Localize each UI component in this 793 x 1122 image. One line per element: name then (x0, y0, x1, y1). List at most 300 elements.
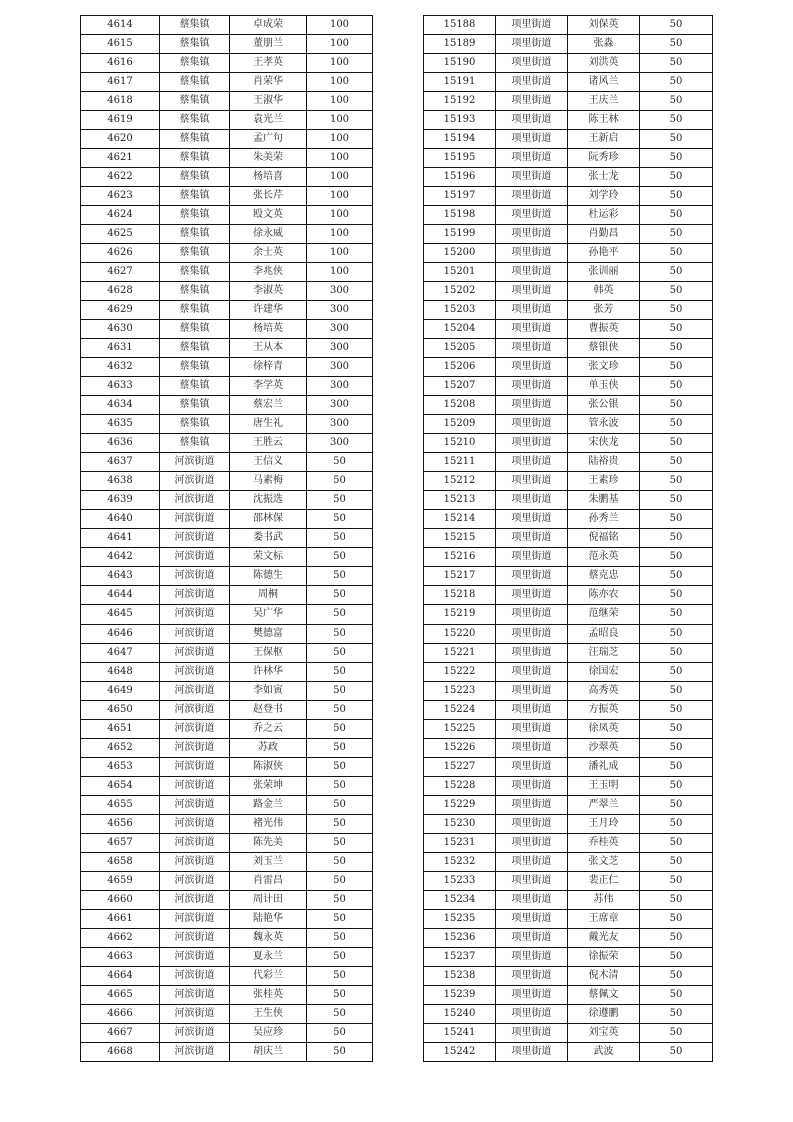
name-cell: 蔡佩文 (568, 985, 640, 1004)
serial-number-cell: 4643 (81, 567, 160, 586)
name-cell: 潘礼成 (568, 757, 640, 776)
name-cell: 单玉侠 (568, 377, 640, 396)
name-cell: 王从本 (230, 339, 307, 358)
amount-cell: 50 (640, 149, 713, 168)
name-cell: 蔡宏兰 (230, 396, 307, 415)
name-cell: 陆艳华 (230, 909, 307, 928)
table-row (424, 225, 713, 244)
serial-number-cell: 15226 (424, 738, 496, 757)
serial-number-cell: 15234 (424, 890, 496, 909)
township-cell: 河滨街道 (160, 795, 230, 814)
serial-number-cell: 15199 (424, 225, 496, 244)
table-row (424, 548, 713, 567)
table-row (81, 263, 373, 282)
township-cell: 项里街道 (496, 757, 568, 776)
serial-number-cell: 4616 (81, 54, 160, 73)
name-cell: 倪福铭 (568, 529, 640, 548)
amount-cell: 300 (307, 301, 373, 320)
table-row (81, 54, 373, 73)
township-cell: 河滨街道 (160, 472, 230, 491)
amount-cell: 50 (307, 453, 373, 472)
table-row (81, 244, 373, 263)
amount-cell: 300 (307, 415, 373, 434)
amount-cell: 50 (640, 206, 713, 225)
amount-cell: 50 (640, 35, 713, 54)
serial-number-cell: 4666 (81, 1004, 160, 1023)
township-cell: 项里街道 (496, 1004, 568, 1023)
table-row (424, 738, 713, 757)
township-cell: 河滨街道 (160, 985, 230, 1004)
table-row (81, 358, 373, 377)
name-cell: 王新启 (568, 130, 640, 149)
amount-cell: 50 (640, 795, 713, 814)
serial-number-cell: 15202 (424, 282, 496, 301)
township-cell: 项里街道 (496, 263, 568, 282)
township-cell: 项里街道 (496, 472, 568, 491)
amount-cell: 50 (640, 852, 713, 871)
table-row (424, 871, 713, 890)
amount-cell: 50 (640, 966, 713, 985)
serial-number-cell: 4667 (81, 1023, 160, 1042)
serial-number-cell: 15228 (424, 776, 496, 795)
name-cell: 张桂英 (230, 985, 307, 1004)
table-row (81, 966, 373, 985)
table-row (424, 263, 713, 282)
name-cell: 袁光兰 (230, 111, 307, 130)
name-cell: 沙翠英 (568, 738, 640, 757)
table-row (424, 909, 713, 928)
amount-cell: 50 (307, 510, 373, 529)
township-cell: 蔡集镇 (160, 206, 230, 225)
amount-cell: 50 (307, 472, 373, 491)
serial-number-cell: 15204 (424, 320, 496, 339)
serial-number-cell: 4627 (81, 263, 160, 282)
name-cell: 张长芹 (230, 187, 307, 206)
township-cell: 项里街道 (496, 643, 568, 662)
table-row (424, 510, 713, 529)
serial-number-cell: 4639 (81, 491, 160, 510)
township-cell: 项里街道 (496, 54, 568, 73)
table-row (424, 149, 713, 168)
serial-number-cell: 4624 (81, 206, 160, 225)
table-row (424, 719, 713, 738)
township-cell: 项里街道 (496, 529, 568, 548)
serial-number-cell: 15194 (424, 130, 496, 149)
serial-number-cell: 4646 (81, 624, 160, 643)
name-cell: 杜运彩 (568, 206, 640, 225)
serial-number-cell: 15229 (424, 795, 496, 814)
table-row (424, 890, 713, 909)
serial-number-cell: 15193 (424, 111, 496, 130)
amount-cell: 50 (640, 567, 713, 586)
name-cell: 阮秀珍 (568, 149, 640, 168)
table-row (81, 206, 373, 225)
serial-number-cell: 15223 (424, 681, 496, 700)
amount-cell: 50 (640, 73, 713, 92)
serial-number-cell: 15196 (424, 168, 496, 187)
amount-cell: 50 (640, 282, 713, 301)
amount-cell: 50 (640, 301, 713, 320)
table-row (424, 529, 713, 548)
name-cell: 王信义 (230, 453, 307, 472)
township-cell: 项里街道 (496, 833, 568, 852)
amount-cell: 50 (640, 225, 713, 244)
township-cell: 蔡集镇 (160, 225, 230, 244)
table-row (81, 890, 373, 909)
name-cell: 董朋兰 (230, 35, 307, 54)
township-cell: 河滨街道 (160, 643, 230, 662)
township-cell: 河滨街道 (160, 738, 230, 757)
name-cell: 范继荣 (568, 605, 640, 624)
table-row (81, 814, 373, 833)
serial-number-cell: 15221 (424, 643, 496, 662)
serial-number-cell: 4658 (81, 852, 160, 871)
serial-number-cell: 15192 (424, 92, 496, 111)
amount-cell: 100 (307, 16, 373, 35)
amount-cell: 50 (307, 1042, 373, 1061)
township-cell: 项里街道 (496, 567, 568, 586)
name-cell: 樊德富 (230, 624, 307, 643)
name-cell: 戴光友 (568, 928, 640, 947)
amount-cell: 50 (307, 985, 373, 1004)
name-cell: 陈先美 (230, 833, 307, 852)
serial-number-cell: 15190 (424, 54, 496, 73)
table-row (81, 168, 373, 187)
serial-number-cell: 15220 (424, 624, 496, 643)
township-cell: 河滨街道 (160, 909, 230, 928)
name-cell: 刘洪英 (568, 54, 640, 73)
table-row (424, 586, 713, 605)
serial-number-cell: 4621 (81, 149, 160, 168)
serial-number-cell: 4637 (81, 453, 160, 472)
table-row (81, 757, 373, 776)
name-cell: 王胜云 (230, 434, 307, 453)
table-row (424, 206, 713, 225)
amount-cell: 100 (307, 54, 373, 73)
name-cell: 邵林保 (230, 510, 307, 529)
name-cell: 苏伟 (568, 890, 640, 909)
table-row (81, 187, 373, 206)
name-cell: 刘学玲 (568, 187, 640, 206)
name-cell: 陆裕贵 (568, 453, 640, 472)
amount-cell: 100 (307, 168, 373, 187)
serial-number-cell: 15210 (424, 434, 496, 453)
serial-number-cell: 15205 (424, 339, 496, 358)
table-row (81, 1042, 373, 1061)
serial-number-cell: 15200 (424, 244, 496, 263)
township-cell: 项里街道 (496, 814, 568, 833)
township-cell: 蔡集镇 (160, 54, 230, 73)
serial-number-cell: 4645 (81, 605, 160, 624)
amount-cell: 50 (640, 453, 713, 472)
amount-cell: 50 (640, 909, 713, 928)
township-cell: 蔡集镇 (160, 244, 230, 263)
table-row (424, 567, 713, 586)
serial-number-cell: 4623 (81, 187, 160, 206)
serial-number-cell: 4650 (81, 700, 160, 719)
serial-number-cell: 15201 (424, 263, 496, 282)
name-cell: 张淼 (568, 35, 640, 54)
table-row (424, 168, 713, 187)
name-cell: 王月玲 (568, 814, 640, 833)
township-cell: 项里街道 (496, 548, 568, 567)
township-cell: 项里街道 (496, 358, 568, 377)
serial-number-cell: 4615 (81, 35, 160, 54)
serial-number-cell: 4617 (81, 73, 160, 92)
amount-cell: 50 (640, 510, 713, 529)
table-row (81, 700, 373, 719)
name-cell: 杨培喜 (230, 168, 307, 187)
table-row (81, 92, 373, 111)
amount-cell: 50 (640, 738, 713, 757)
serial-number-cell: 15232 (424, 852, 496, 871)
amount-cell: 50 (640, 605, 713, 624)
amount-cell: 50 (307, 795, 373, 814)
table-row (424, 358, 713, 377)
table-row (81, 130, 373, 149)
table-row (424, 73, 713, 92)
table-row (81, 947, 373, 966)
serial-number-cell: 15237 (424, 947, 496, 966)
name-cell: 吴应珍 (230, 1023, 307, 1042)
table-row (81, 985, 373, 1004)
amount-cell: 100 (307, 111, 373, 130)
township-cell: 蔡集镇 (160, 16, 230, 35)
township-cell: 项里街道 (496, 795, 568, 814)
amount-cell: 50 (640, 529, 713, 548)
name-cell: 王庆兰 (568, 92, 640, 111)
right-roster-table (423, 15, 713, 1062)
name-cell: 范永英 (568, 548, 640, 567)
name-cell: 徐永威 (230, 225, 307, 244)
name-cell: 胡庆兰 (230, 1042, 307, 1061)
amount-cell: 50 (307, 738, 373, 757)
amount-cell: 50 (640, 947, 713, 966)
name-cell: 吴广华 (230, 605, 307, 624)
name-cell: 王素珍 (568, 472, 640, 491)
name-cell: 张公银 (568, 396, 640, 415)
name-cell: 张文芝 (568, 852, 640, 871)
name-cell: 裴正仁 (568, 871, 640, 890)
table-row (81, 567, 373, 586)
township-cell: 项里街道 (496, 681, 568, 700)
amount-cell: 100 (307, 187, 373, 206)
serial-number-cell: 4662 (81, 928, 160, 947)
serial-number-cell: 4634 (81, 396, 160, 415)
township-cell: 河滨街道 (160, 624, 230, 643)
name-cell: 马素梅 (230, 472, 307, 491)
township-cell: 蔡集镇 (160, 358, 230, 377)
table-row (81, 909, 373, 928)
serial-number-cell: 4622 (81, 168, 160, 187)
township-cell: 项里街道 (496, 491, 568, 510)
serial-number-cell: 15212 (424, 472, 496, 491)
amount-cell: 50 (307, 586, 373, 605)
serial-number-cell: 4632 (81, 358, 160, 377)
amount-cell: 50 (307, 890, 373, 909)
serial-number-cell: 15219 (424, 605, 496, 624)
table-row (81, 149, 373, 168)
township-cell: 河滨街道 (160, 833, 230, 852)
name-cell: 张荣坤 (230, 776, 307, 795)
amount-cell: 300 (307, 282, 373, 301)
name-cell: 孙艳平 (568, 244, 640, 263)
table-row (81, 643, 373, 662)
serial-number-cell: 4668 (81, 1042, 160, 1061)
serial-number-cell: 15215 (424, 529, 496, 548)
serial-number-cell: 4629 (81, 301, 160, 320)
township-cell: 河滨街道 (160, 776, 230, 795)
amount-cell: 50 (307, 700, 373, 719)
name-cell: 乔之云 (230, 719, 307, 738)
serial-number-cell: 15227 (424, 757, 496, 776)
table-row (424, 54, 713, 73)
township-cell: 蔡集镇 (160, 339, 230, 358)
table-row (81, 434, 373, 453)
table-row (81, 320, 373, 339)
serial-number-cell: 4644 (81, 586, 160, 605)
serial-number-cell: 15224 (424, 700, 496, 719)
table-row (424, 681, 713, 700)
name-cell: 沈振选 (230, 491, 307, 510)
township-cell: 项里街道 (496, 377, 568, 396)
table-row (81, 776, 373, 795)
township-cell: 河滨街道 (160, 510, 230, 529)
amount-cell: 50 (640, 434, 713, 453)
name-cell: 赵登书 (230, 700, 307, 719)
amount-cell: 50 (640, 833, 713, 852)
township-cell: 河滨街道 (160, 548, 230, 567)
serial-number-cell: 15189 (424, 35, 496, 54)
township-cell: 河滨街道 (160, 871, 230, 890)
amount-cell: 100 (307, 225, 373, 244)
township-cell: 项里街道 (496, 928, 568, 947)
name-cell: 夏永兰 (230, 947, 307, 966)
serial-number-cell: 15208 (424, 396, 496, 415)
township-cell: 河滨街道 (160, 453, 230, 472)
township-cell: 项里街道 (496, 320, 568, 339)
amount-cell: 50 (307, 852, 373, 871)
township-cell: 项里街道 (496, 206, 568, 225)
table-row (81, 681, 373, 700)
serial-number-cell: 4620 (81, 130, 160, 149)
name-cell: 肖荣华 (230, 73, 307, 92)
amount-cell: 50 (640, 662, 713, 681)
amount-cell: 50 (640, 111, 713, 130)
amount-cell: 50 (640, 491, 713, 510)
name-cell: 褚光伟 (230, 814, 307, 833)
amount-cell: 50 (640, 320, 713, 339)
amount-cell: 50 (307, 491, 373, 510)
serial-number-cell: 15217 (424, 567, 496, 586)
name-cell: 王保枢 (230, 643, 307, 662)
township-cell: 项里街道 (496, 776, 568, 795)
table-row (424, 301, 713, 320)
table-row (424, 130, 713, 149)
amount-cell: 50 (640, 681, 713, 700)
table-row (424, 1004, 713, 1023)
amount-cell: 50 (640, 377, 713, 396)
township-cell: 项里街道 (496, 73, 568, 92)
table-row (81, 510, 373, 529)
table-row (424, 700, 713, 719)
amount-cell: 50 (640, 396, 713, 415)
amount-cell: 100 (307, 92, 373, 111)
township-cell: 项里街道 (496, 871, 568, 890)
amount-cell: 50 (640, 92, 713, 111)
township-cell: 项里街道 (496, 586, 568, 605)
table-row (81, 738, 373, 757)
name-cell: 蔡克忠 (568, 567, 640, 586)
township-cell: 河滨街道 (160, 757, 230, 776)
serial-number-cell: 15216 (424, 548, 496, 567)
township-cell: 河滨街道 (160, 529, 230, 548)
township-cell: 河滨街道 (160, 890, 230, 909)
serial-number-cell: 4648 (81, 662, 160, 681)
township-cell: 项里街道 (496, 111, 568, 130)
table-row (81, 225, 373, 244)
township-cell: 蔡集镇 (160, 301, 230, 320)
township-cell: 项里街道 (496, 1042, 568, 1061)
name-cell: 代彩兰 (230, 966, 307, 985)
name-cell: 李如寅 (230, 681, 307, 700)
serial-number-cell: 4647 (81, 643, 160, 662)
township-cell: 河滨街道 (160, 928, 230, 947)
township-cell: 项里街道 (496, 719, 568, 738)
amount-cell: 300 (307, 396, 373, 415)
township-cell: 蔡集镇 (160, 396, 230, 415)
township-cell: 河滨街道 (160, 814, 230, 833)
township-cell: 项里街道 (496, 947, 568, 966)
amount-cell: 50 (640, 586, 713, 605)
township-cell: 项里街道 (496, 966, 568, 985)
table-row (424, 795, 713, 814)
name-cell: 张训丽 (568, 263, 640, 282)
serial-number-cell: 15235 (424, 909, 496, 928)
township-cell: 蔡集镇 (160, 282, 230, 301)
serial-number-cell: 15233 (424, 871, 496, 890)
amount-cell: 50 (640, 263, 713, 282)
serial-number-cell: 15197 (424, 187, 496, 206)
amount-cell: 50 (307, 643, 373, 662)
township-cell: 河滨街道 (160, 1042, 230, 1061)
table-row (81, 16, 373, 35)
township-cell: 项里街道 (496, 149, 568, 168)
township-cell: 蔡集镇 (160, 130, 230, 149)
name-cell: 武波 (568, 1042, 640, 1061)
township-cell: 项里街道 (496, 890, 568, 909)
amount-cell: 50 (640, 472, 713, 491)
name-cell: 陈德生 (230, 567, 307, 586)
amount-cell: 100 (307, 130, 373, 149)
serial-number-cell: 4630 (81, 320, 160, 339)
township-cell: 河滨街道 (160, 1023, 230, 1042)
serial-number-cell: 15213 (424, 491, 496, 510)
serial-number-cell: 4642 (81, 548, 160, 567)
amount-cell: 50 (307, 909, 373, 928)
serial-number-cell: 15225 (424, 719, 496, 738)
serial-number-cell: 4638 (81, 472, 160, 491)
township-cell: 项里街道 (496, 700, 568, 719)
table-row (424, 282, 713, 301)
table-row (81, 662, 373, 681)
amount-cell: 50 (640, 719, 713, 738)
table-row (81, 833, 373, 852)
amount-cell: 50 (640, 1023, 713, 1042)
table-row (424, 472, 713, 491)
township-cell: 河滨街道 (160, 719, 230, 738)
serial-number-cell: 4649 (81, 681, 160, 700)
